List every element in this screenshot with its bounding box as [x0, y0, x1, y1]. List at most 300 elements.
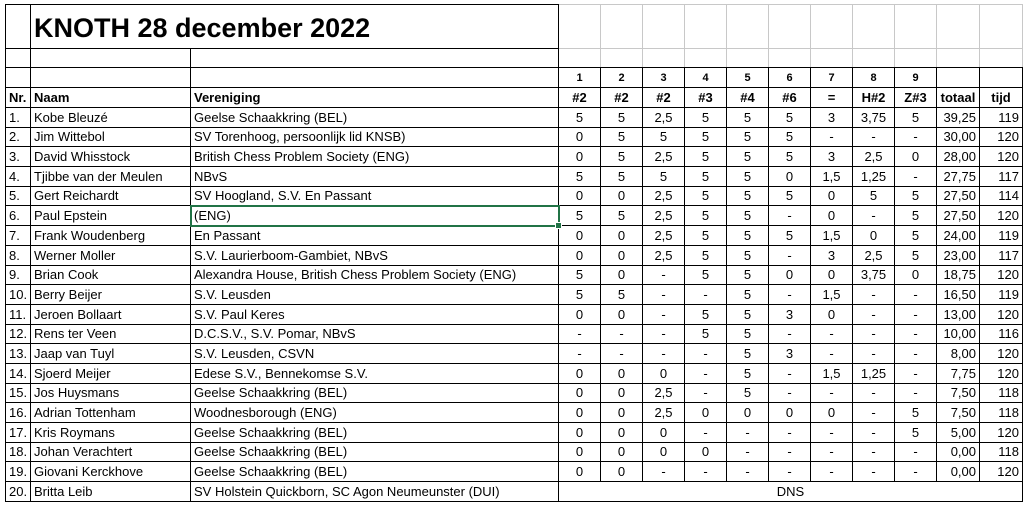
cell-totaal[interactable]: 28,00: [937, 147, 980, 167]
cell-naam[interactable]: Giovani Kerckhove: [31, 462, 191, 482]
cell-score-4[interactable]: 5: [685, 206, 727, 226]
header-problem-7[interactable]: =: [811, 88, 853, 108]
cell-score-1[interactable]: 5: [559, 108, 601, 128]
cell-score-2[interactable]: 5: [601, 206, 643, 226]
cell-score-8[interactable]: 5: [853, 186, 895, 206]
cell-score-7[interactable]: -: [811, 127, 853, 147]
cell-score-5[interactable]: 5: [727, 226, 769, 246]
cell-score-5[interactable]: -: [727, 462, 769, 482]
cell-score-6[interactable]: -: [769, 363, 811, 383]
cell-empty[interactable]: [6, 68, 31, 88]
cell-vereniging[interactable]: S.V. Leusden, CSVN: [191, 344, 559, 364]
cell-empty[interactable]: [853, 49, 895, 68]
cell-score-6[interactable]: 5: [769, 127, 811, 147]
cell-score-7[interactable]: -: [811, 462, 853, 482]
cell-nr[interactable]: 11.: [6, 304, 31, 324]
cell-totaal[interactable]: 8,00: [937, 344, 980, 364]
header-problem-8[interactable]: H#2: [853, 88, 895, 108]
cell-score-6[interactable]: -: [769, 423, 811, 443]
cell-score-1[interactable]: 0: [559, 304, 601, 324]
cell-empty[interactable]: [980, 5, 1023, 49]
cell-totaal[interactable]: 16,50: [937, 285, 980, 305]
cell-vereniging[interactable]: Geelse Schaakkring (BEL): [191, 383, 559, 403]
cell-score-1[interactable]: 0: [559, 383, 601, 403]
cell-score-3[interactable]: 0: [643, 423, 685, 443]
cell-score-7[interactable]: 1,5: [811, 285, 853, 305]
cell-score-9[interactable]: 5: [895, 403, 937, 423]
cell-score-6[interactable]: 0: [769, 167, 811, 187]
header-problem-9[interactable]: Z#3: [895, 88, 937, 108]
cell-score-3[interactable]: -: [643, 344, 685, 364]
cell-score-5[interactable]: 5: [727, 383, 769, 403]
cell-tijd[interactable]: 118: [980, 403, 1023, 423]
header-problem-5[interactable]: #4: [727, 88, 769, 108]
header-tijd[interactable]: tijd: [980, 88, 1023, 108]
cell-nr[interactable]: 20.: [6, 482, 31, 502]
cell-vereniging[interactable]: S.V. Leusden: [191, 285, 559, 305]
cell-nr[interactable]: 9.: [6, 265, 31, 285]
header-totaal[interactable]: totaal: [937, 88, 980, 108]
cell-score-4[interactable]: 5: [685, 226, 727, 246]
cell-score-6[interactable]: 5: [769, 108, 811, 128]
cell-score-6[interactable]: 0: [769, 403, 811, 423]
cell-score-3[interactable]: 5: [643, 167, 685, 187]
cell-nr[interactable]: 13.: [6, 344, 31, 364]
cell-empty[interactable]: [685, 49, 727, 68]
cell-naam[interactable]: Frank Woudenberg: [31, 226, 191, 246]
cell-naam[interactable]: Kobe Bleuzé: [31, 108, 191, 128]
cell-score-9[interactable]: 5: [895, 186, 937, 206]
cell-empty[interactable]: [811, 49, 853, 68]
cell-vereniging[interactable]: Geelse Schaakkring (BEL): [191, 442, 559, 462]
cell-score-7[interactable]: 1,5: [811, 167, 853, 187]
cell-score-2[interactable]: 0: [601, 462, 643, 482]
cell-score-8[interactable]: -: [853, 304, 895, 324]
cell-score-2[interactable]: 0: [601, 265, 643, 285]
cell-totaal[interactable]: 0,00: [937, 442, 980, 462]
cell-vereniging[interactable]: SV Holstein Quickborn, SC Agon Neumeunster (DUI): [191, 482, 559, 502]
cell-score-6[interactable]: 5: [769, 226, 811, 246]
cell-totaal[interactable]: 10,00: [937, 324, 980, 344]
cell-score-2[interactable]: 0: [601, 226, 643, 246]
cell-empty[interactable]: [853, 5, 895, 49]
cell-tijd[interactable]: 114: [980, 186, 1023, 206]
cell-naam[interactable]: Werner Moller: [31, 245, 191, 265]
cell-naam[interactable]: Paul Epstein: [31, 206, 191, 226]
cell-score-5[interactable]: -: [727, 423, 769, 443]
cell-tijd[interactable]: 116: [980, 324, 1023, 344]
cell-nr[interactable]: 7.: [6, 226, 31, 246]
header-problem-6[interactable]: #6: [769, 88, 811, 108]
cell-score-7[interactable]: 3: [811, 245, 853, 265]
cell-totaal[interactable]: 7,50: [937, 383, 980, 403]
cell-score-5[interactable]: 5: [727, 265, 769, 285]
cell-tijd[interactable]: 120: [980, 304, 1023, 324]
cell-empty[interactable]: [6, 5, 31, 49]
cell-totaal[interactable]: 0,00: [937, 462, 980, 482]
cell-score-3[interactable]: 2,5: [643, 383, 685, 403]
cell-score-5[interactable]: 5: [727, 147, 769, 167]
cell-score-8[interactable]: -: [853, 285, 895, 305]
cell-score-9[interactable]: -: [895, 324, 937, 344]
cell-empty[interactable]: [895, 49, 937, 68]
problem-number-9[interactable]: 9: [895, 68, 937, 88]
cell-score-2[interactable]: 5: [601, 167, 643, 187]
cell-score-1[interactable]: 0: [559, 403, 601, 423]
cell-score-6[interactable]: 3: [769, 344, 811, 364]
cell-score-2[interactable]: -: [601, 324, 643, 344]
cell-score-1[interactable]: 0: [559, 462, 601, 482]
cell-score-4[interactable]: 5: [685, 304, 727, 324]
cell-score-5[interactable]: 5: [727, 127, 769, 147]
cell-status[interactable]: DNS: [559, 482, 1023, 502]
cell-score-8[interactable]: 2,5: [853, 147, 895, 167]
cell-empty[interactable]: [727, 49, 769, 68]
cell-naam[interactable]: Brian Cook: [31, 265, 191, 285]
cell-empty[interactable]: [191, 49, 559, 68]
cell-score-2[interactable]: 0: [601, 304, 643, 324]
cell-naam[interactable]: Sjoerd Meijer: [31, 363, 191, 383]
cell-score-9[interactable]: -: [895, 304, 937, 324]
cell-empty[interactable]: [6, 49, 31, 68]
cell-score-3[interactable]: -: [643, 304, 685, 324]
cell-score-4[interactable]: 5: [685, 265, 727, 285]
cell-score-1[interactable]: 0: [559, 226, 601, 246]
cell-score-3[interactable]: 2,5: [643, 403, 685, 423]
cell-score-3[interactable]: 2,5: [643, 186, 685, 206]
cell-score-6[interactable]: 5: [769, 186, 811, 206]
cell-empty[interactable]: [559, 5, 601, 49]
cell-score-6[interactable]: -: [769, 462, 811, 482]
cell-tijd[interactable]: 120: [980, 265, 1023, 285]
cell-score-2[interactable]: 0: [601, 363, 643, 383]
problem-number-3[interactable]: 3: [643, 68, 685, 88]
cell-score-1[interactable]: 0: [559, 442, 601, 462]
cell-score-9[interactable]: 5: [895, 423, 937, 443]
cell-naam[interactable]: Jim Wittebol: [31, 127, 191, 147]
cell-score-8[interactable]: 0: [853, 226, 895, 246]
cell-naam[interactable]: Jaap van Tuyl: [31, 344, 191, 364]
cell-score-8[interactable]: 1,25: [853, 167, 895, 187]
cell-score-2[interactable]: 0: [601, 245, 643, 265]
cell-naam[interactable]: Berry Beijer: [31, 285, 191, 305]
cell-tijd[interactable]: 120: [980, 206, 1023, 226]
problem-number-5[interactable]: 5: [727, 68, 769, 88]
cell-score-5[interactable]: 5: [727, 245, 769, 265]
cell-score-5[interactable]: 5: [727, 186, 769, 206]
cell-naam[interactable]: Kris Roymans: [31, 423, 191, 443]
cell-nr[interactable]: 12.: [6, 324, 31, 344]
cell-score-8[interactable]: -: [853, 403, 895, 423]
cell-naam[interactable]: Rens ter Veen: [31, 324, 191, 344]
cell-score-8[interactable]: 3,75: [853, 108, 895, 128]
cell-nr[interactable]: 8.: [6, 245, 31, 265]
cell-score-8[interactable]: 3,75: [853, 265, 895, 285]
cell-score-6[interactable]: -: [769, 245, 811, 265]
cell-empty[interactable]: [191, 68, 559, 88]
cell-score-2[interactable]: 0: [601, 423, 643, 443]
cell-naam[interactable]: Adrian Tottenham: [31, 403, 191, 423]
cell-score-9[interactable]: -: [895, 442, 937, 462]
cell-score-9[interactable]: -: [895, 127, 937, 147]
cell-score-7[interactable]: -: [811, 423, 853, 443]
cell-score-9[interactable]: 0: [895, 147, 937, 167]
problem-number-4[interactable]: 4: [685, 68, 727, 88]
cell-score-1[interactable]: 0: [559, 127, 601, 147]
cell-score-4[interactable]: 5: [685, 186, 727, 206]
cell-empty[interactable]: [643, 49, 685, 68]
cell-vereniging[interactable]: Alexandra House, British Chess Problem Society (ENG): [191, 265, 559, 285]
cell-empty[interactable]: [980, 49, 1023, 68]
cell-score-5[interactable]: -: [727, 442, 769, 462]
cell-score-8[interactable]: -: [853, 344, 895, 364]
cell-score-7[interactable]: 0: [811, 304, 853, 324]
cell-score-8[interactable]: 2,5: [853, 245, 895, 265]
cell-score-4[interactable]: 0: [685, 403, 727, 423]
cell-score-4[interactable]: 5: [685, 324, 727, 344]
cell-score-2[interactable]: 0: [601, 403, 643, 423]
cell-nr[interactable]: 2.: [6, 127, 31, 147]
cell-score-8[interactable]: 1,25: [853, 363, 895, 383]
cell-score-9[interactable]: 5: [895, 226, 937, 246]
problem-number-7[interactable]: 7: [811, 68, 853, 88]
cell-empty[interactable]: [601, 49, 643, 68]
cell-empty[interactable]: [31, 68, 191, 88]
cell-score-3[interactable]: 2,5: [643, 245, 685, 265]
header-problem-1[interactable]: #2: [559, 88, 601, 108]
cell-vereniging[interactable]: S.V. Paul Keres: [191, 304, 559, 324]
cell-score-1[interactable]: 5: [559, 206, 601, 226]
cell-score-8[interactable]: -: [853, 127, 895, 147]
cell-totaal[interactable]: 7,50: [937, 403, 980, 423]
cell-totaal[interactable]: 27,50: [937, 186, 980, 206]
cell-naam[interactable]: Johan Verachtert: [31, 442, 191, 462]
cell-tijd[interactable]: 120: [980, 423, 1023, 443]
cell-score-7[interactable]: 0: [811, 265, 853, 285]
cell-totaal[interactable]: 5,00: [937, 423, 980, 443]
cell-score-5[interactable]: 5: [727, 344, 769, 364]
cell-nr[interactable]: 3.: [6, 147, 31, 167]
cell-totaal[interactable]: 24,00: [937, 226, 980, 246]
cell-vereniging[interactable]: D.C.S.V., S.V. Pomar, NBvS: [191, 324, 559, 344]
cell-nr[interactable]: 5.: [6, 186, 31, 206]
cell-empty[interactable]: [601, 5, 643, 49]
cell-totaal[interactable]: 30,00: [937, 127, 980, 147]
cell-score-7[interactable]: 3: [811, 147, 853, 167]
cell-score-1[interactable]: 0: [559, 363, 601, 383]
cell-score-8[interactable]: -: [853, 324, 895, 344]
cell-nr[interactable]: 14.: [6, 363, 31, 383]
cell-empty[interactable]: [769, 49, 811, 68]
cell-score-4[interactable]: -: [685, 423, 727, 443]
cell-score-8[interactable]: -: [853, 462, 895, 482]
cell-vereniging[interactable]: Geelse Schaakkring (BEL): [191, 462, 559, 482]
cell-naam[interactable]: David Whisstock: [31, 147, 191, 167]
cell-score-9[interactable]: -: [895, 462, 937, 482]
cell-empty[interactable]: [980, 68, 1023, 88]
cell-naam[interactable]: Gert Reichardt: [31, 186, 191, 206]
cell-score-2[interactable]: 5: [601, 108, 643, 128]
cell-score-5[interactable]: 5: [727, 363, 769, 383]
cell-score-1[interactable]: -: [559, 344, 601, 364]
cell-score-2[interactable]: -: [601, 344, 643, 364]
cell-score-5[interactable]: 5: [727, 206, 769, 226]
cell-score-7[interactable]: -: [811, 442, 853, 462]
cell-score-8[interactable]: -: [853, 423, 895, 443]
cell-tijd[interactable]: 119: [980, 285, 1023, 305]
cell-vereniging[interactable]: S.V. Laurierboom-Gambiet, NBvS: [191, 245, 559, 265]
problem-number-8[interactable]: 8: [853, 68, 895, 88]
cell-score-3[interactable]: -: [643, 265, 685, 285]
cell-totaal[interactable]: 18,75: [937, 265, 980, 285]
cell-score-1[interactable]: 5: [559, 167, 601, 187]
cell-score-9[interactable]: 0: [895, 265, 937, 285]
cell-score-7[interactable]: 1,5: [811, 363, 853, 383]
cell-score-3[interactable]: 0: [643, 442, 685, 462]
cell-vereniging[interactable]: (ENG): [191, 206, 559, 226]
cell-score-7[interactable]: -: [811, 344, 853, 364]
cell-score-3[interactable]: 2,5: [643, 147, 685, 167]
cell-score-6[interactable]: -: [769, 206, 811, 226]
cell-score-1[interactable]: 0: [559, 245, 601, 265]
cell-nr[interactable]: 18.: [6, 442, 31, 462]
cell-tijd[interactable]: 120: [980, 462, 1023, 482]
cell-score-3[interactable]: 2,5: [643, 226, 685, 246]
cell-empty[interactable]: [31, 49, 191, 68]
cell-score-6[interactable]: -: [769, 285, 811, 305]
cell-score-4[interactable]: -: [685, 285, 727, 305]
cell-score-7[interactable]: 3: [811, 108, 853, 128]
header-nr[interactable]: Nr.: [6, 88, 31, 108]
cell-naam[interactable]: Britta Leib: [31, 482, 191, 502]
cell-score-7[interactable]: -: [811, 383, 853, 403]
cell-empty[interactable]: [937, 68, 980, 88]
cell-nr[interactable]: 6.: [6, 206, 31, 226]
cell-score-8[interactable]: -: [853, 206, 895, 226]
cell-empty[interactable]: [769, 5, 811, 49]
cell-score-9[interactable]: -: [895, 363, 937, 383]
problem-number-2[interactable]: 2: [601, 68, 643, 88]
cell-score-4[interactable]: -: [685, 344, 727, 364]
cell-score-1[interactable]: 0: [559, 147, 601, 167]
cell-score-3[interactable]: 0: [643, 363, 685, 383]
cell-score-2[interactable]: 0: [601, 442, 643, 462]
cell-tijd[interactable]: 119: [980, 226, 1023, 246]
cell-naam[interactable]: Jos Huysmans: [31, 383, 191, 403]
cell-score-4[interactable]: 0: [685, 442, 727, 462]
cell-totaal[interactable]: 27,75: [937, 167, 980, 187]
cell-score-4[interactable]: 5: [685, 127, 727, 147]
cell-nr[interactable]: 4.: [6, 167, 31, 187]
cell-score-1[interactable]: 0: [559, 423, 601, 443]
cell-score-5[interactable]: 5: [727, 167, 769, 187]
cell-score-2[interactable]: 0: [601, 383, 643, 403]
cell-score-3[interactable]: -: [643, 324, 685, 344]
cell-score-2[interactable]: 5: [601, 127, 643, 147]
cell-score-3[interactable]: -: [643, 285, 685, 305]
cell-score-9[interactable]: -: [895, 167, 937, 187]
cell-score-4[interactable]: 5: [685, 167, 727, 187]
cell-score-7[interactable]: -: [811, 324, 853, 344]
cell-score-1[interactable]: 5: [559, 285, 601, 305]
cell-tijd[interactable]: 120: [980, 127, 1023, 147]
cell-score-7[interactable]: 0: [811, 186, 853, 206]
cell-totaal[interactable]: 7,75: [937, 363, 980, 383]
cell-tijd[interactable]: 119: [980, 108, 1023, 128]
header-problem-4[interactable]: #3: [685, 88, 727, 108]
cell-score-4[interactable]: -: [685, 363, 727, 383]
cell-nr[interactable]: 10.: [6, 285, 31, 305]
header-problem-2[interactable]: #2: [601, 88, 643, 108]
cell-score-5[interactable]: 0: [727, 403, 769, 423]
cell-score-5[interactable]: 5: [727, 324, 769, 344]
cell-score-6[interactable]: -: [769, 324, 811, 344]
cell-totaal[interactable]: 23,00: [937, 245, 980, 265]
cell-score-7[interactable]: 1,5: [811, 226, 853, 246]
cell-score-8[interactable]: -: [853, 383, 895, 403]
problem-number-1[interactable]: 1: [559, 68, 601, 88]
cell-empty[interactable]: [811, 5, 853, 49]
sheet-title[interactable]: KNOTH 28 december 2022: [31, 5, 559, 49]
cell-score-4[interactable]: -: [685, 383, 727, 403]
cell-score-1[interactable]: 5: [559, 265, 601, 285]
cell-nr[interactable]: 16.: [6, 403, 31, 423]
cell-score-2[interactable]: 5: [601, 285, 643, 305]
cell-totaal[interactable]: 13,00: [937, 304, 980, 324]
cell-score-3[interactable]: 2,5: [643, 206, 685, 226]
cell-score-6[interactable]: 3: [769, 304, 811, 324]
cell-score-9[interactable]: 5: [895, 108, 937, 128]
cell-score-9[interactable]: 5: [895, 206, 937, 226]
cell-tijd[interactable]: 120: [980, 363, 1023, 383]
cell-vereniging[interactable]: En Passant: [191, 226, 559, 246]
cell-tijd[interactable]: 117: [980, 167, 1023, 187]
cell-score-1[interactable]: 0: [559, 186, 601, 206]
cell-score-7[interactable]: 0: [811, 403, 853, 423]
cell-nr[interactable]: 17.: [6, 423, 31, 443]
cell-score-3[interactable]: 5: [643, 127, 685, 147]
cell-empty[interactable]: [895, 5, 937, 49]
cell-empty[interactable]: [643, 5, 685, 49]
cell-score-4[interactable]: -: [685, 462, 727, 482]
cell-tijd[interactable]: 118: [980, 383, 1023, 403]
cell-vereniging[interactable]: SV Hoogland, S.V. En Passant: [191, 186, 559, 206]
cell-vereniging[interactable]: Edese S.V., Bennekomse S.V.: [191, 363, 559, 383]
problem-number-6[interactable]: 6: [769, 68, 811, 88]
cell-score-8[interactable]: -: [853, 442, 895, 462]
cell-score-6[interactable]: 5: [769, 147, 811, 167]
header-naam[interactable]: Naam: [31, 88, 191, 108]
cell-vereniging[interactable]: Geelse Schaakkring (BEL): [191, 423, 559, 443]
cell-score-2[interactable]: 5: [601, 147, 643, 167]
cell-nr[interactable]: 1.: [6, 108, 31, 128]
cell-score-6[interactable]: 0: [769, 265, 811, 285]
cell-empty[interactable]: [685, 5, 727, 49]
cell-score-4[interactable]: 5: [685, 147, 727, 167]
cell-score-6[interactable]: -: [769, 442, 811, 462]
cell-score-9[interactable]: -: [895, 383, 937, 403]
cell-score-4[interactable]: 5: [685, 108, 727, 128]
cell-score-4[interactable]: 5: [685, 245, 727, 265]
cell-nr[interactable]: 15.: [6, 383, 31, 403]
cell-tijd[interactable]: 120: [980, 344, 1023, 364]
cell-score-2[interactable]: 0: [601, 186, 643, 206]
cell-totaal[interactable]: 27,50: [937, 206, 980, 226]
cell-score-5[interactable]: 5: [727, 108, 769, 128]
cell-score-3[interactable]: 2,5: [643, 108, 685, 128]
cell-empty[interactable]: [937, 5, 980, 49]
cell-score-9[interactable]: -: [895, 344, 937, 364]
